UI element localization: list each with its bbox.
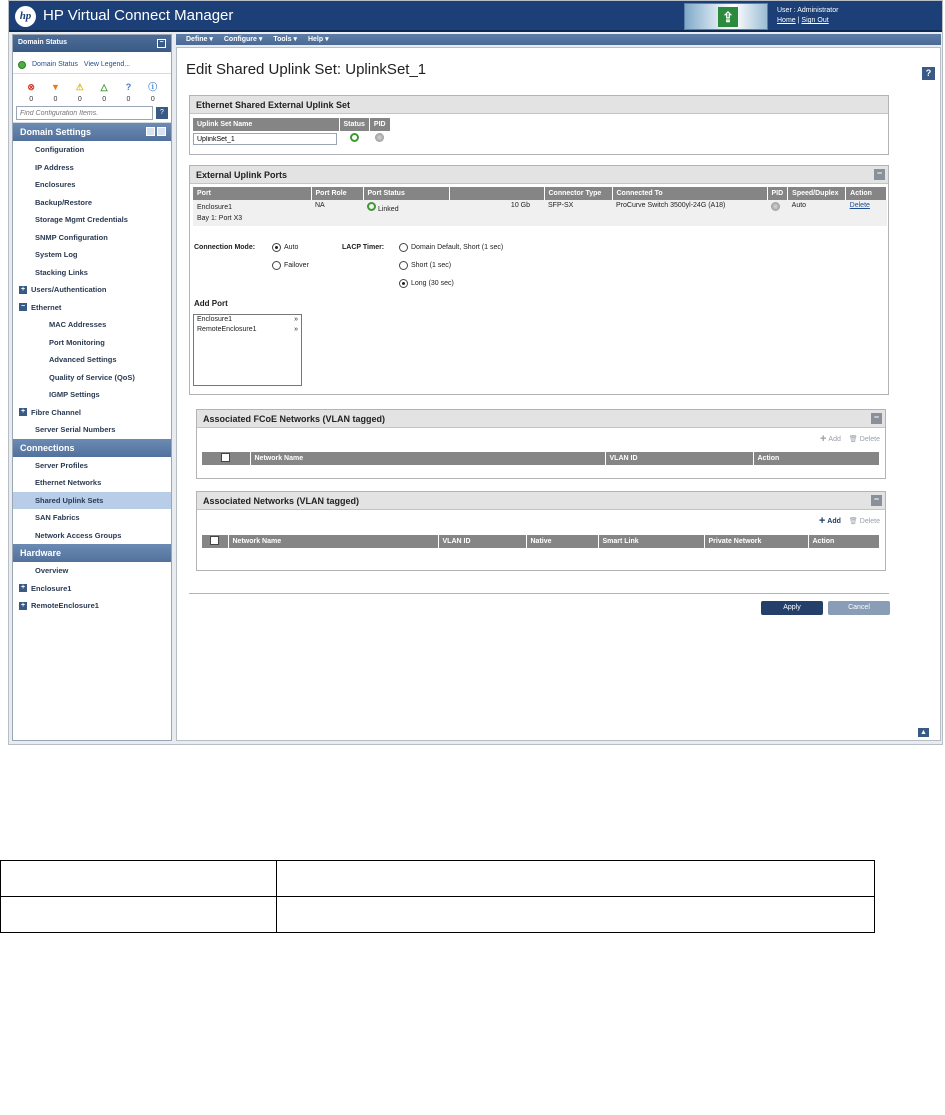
warning-status[interactable] — [95, 82, 113, 104]
fcoe-toolbar — [820, 435, 880, 443]
col-connected-to: Connected To — [612, 187, 767, 200]
info-icon: ⓘ — [148, 82, 158, 92]
trash-icon: 🗑 — [848, 518, 858, 525]
button-label: Add — [827, 517, 841, 525]
port-status: Linked — [377, 206, 399, 213]
domain-status-title: Domain Status — [18, 39, 68, 46]
nav-port-monitoring[interactable]: Port Monitoring — [49, 337, 105, 347]
nav-ethernet[interactable] — [13, 299, 171, 317]
collapse-icon[interactable]: − — [874, 169, 885, 180]
col-action: Action — [846, 187, 887, 200]
nav-storage-mgmt[interactable]: Storage Mgmt Credentials — [35, 215, 128, 224]
nav-backup-restore[interactable]: Backup/Restore — [35, 197, 93, 207]
domain-settings-nav — [13, 141, 171, 439]
user-info — [777, 6, 838, 26]
page-title: Edit Shared Uplink Set: UplinkSet_1 — [186, 61, 427, 78]
sign-out-link[interactable]: Sign Out — [801, 17, 829, 24]
col-vlan-id: VLAN ID — [438, 535, 526, 548]
plus-icon: + — [818, 515, 826, 527]
panel-title-text: External Uplink Ports — [196, 170, 288, 180]
help-icon[interactable]: ? — [156, 107, 168, 119]
button-label: Add — [828, 435, 841, 443]
pid-icon[interactable] — [375, 133, 384, 142]
nav-igmp[interactable]: IGMP Settings — [49, 390, 100, 399]
list-item-label: RemoteEnclosure1 — [197, 326, 257, 333]
nav-ip-address[interactable]: IP Address — [35, 162, 74, 172]
scroll-to-top-icon[interactable]: ▲ — [918, 728, 929, 737]
col-speed-duplex: Speed/Duplex — [788, 187, 846, 200]
menu-tools[interactable]: Tools ▾ — [273, 36, 297, 43]
menu-bar — [176, 34, 941, 45]
collapse-icon[interactable]: − — [871, 413, 882, 424]
uplink-set-table — [193, 118, 391, 147]
button-label: Delete — [859, 435, 880, 443]
document-table — [0, 860, 875, 933]
col-pid: PID — [369, 118, 390, 131]
nav-users-authentication[interactable] — [13, 281, 171, 299]
hardware-nav — [13, 562, 171, 615]
nav-configuration[interactable]: Configuration — [35, 145, 85, 154]
col-private-network: Private Network — [704, 535, 808, 548]
mode-auto-radio[interactable] — [272, 243, 281, 252]
expand-all-icon[interactable] — [146, 127, 155, 136]
apply-button[interactable]: Apply — [761, 601, 823, 615]
select-all-checkbox[interactable] — [210, 536, 219, 545]
linked-status-icon — [367, 202, 376, 211]
table-cell — [1, 861, 277, 897]
ok-status-icon — [18, 61, 26, 69]
warning-count: 0 — [102, 96, 107, 103]
unknown-status[interactable] — [119, 82, 137, 104]
associated-networks-table — [202, 535, 880, 554]
mode-auto-option[interactable] — [272, 243, 298, 252]
pid-icon[interactable] — [771, 202, 780, 211]
lacp-long-label: Long (30 sec) — [411, 280, 454, 288]
connections-nav — [13, 457, 171, 545]
collapse-icon[interactable]: − — [20, 303, 26, 311]
lacp-short-option[interactable] — [399, 261, 451, 270]
col-status: Status — [339, 118, 369, 131]
expand-arrow-icon: » — [294, 316, 298, 323]
associated-networks-title — [197, 492, 885, 510]
nav-san-fabrics[interactable]: SAN Fabrics — [35, 513, 80, 522]
unknown-count: 0 — [126, 96, 131, 103]
networks-toolbar — [819, 517, 880, 525]
header-banner-image — [684, 3, 768, 30]
mode-failover-label: Failover — [284, 262, 309, 270]
nav-enclosures[interactable]: Enclosures — [35, 180, 76, 189]
col-native: Native — [526, 535, 598, 548]
link-separator: | — [797, 17, 800, 24]
info-count: 0 — [150, 96, 155, 103]
menu-configure[interactable]: Configure ▾ — [223, 36, 263, 43]
table-cell — [277, 897, 875, 933]
app-title: HP Virtual Connect Manager — [43, 7, 234, 24]
hardware-header[interactable] — [13, 544, 171, 562]
home-link[interactable]: Home — [777, 17, 796, 24]
connected-to: ProCurve Switch 3500yl-24G (A18) — [616, 202, 726, 209]
find-config-input[interactable] — [16, 106, 153, 120]
add-port-list — [193, 314, 302, 386]
port-bay: Bay 1: Port X3 — [197, 215, 243, 222]
hardware-title: Hardware — [20, 548, 62, 558]
cancel-button[interactable]: Cancel — [828, 601, 890, 615]
col-port-status: Port Status — [363, 187, 449, 200]
panel-title-text: Associated FCoE Networks (VLAN tagged) — [203, 414, 386, 424]
nav-enclosure1[interactable] — [13, 580, 171, 598]
connection-mode-label: Connection Mode: — [194, 244, 256, 251]
nav-label: RemoteEnclosure1 — [31, 601, 99, 610]
list-item-label: Enclosure1 — [197, 316, 233, 323]
col-action: Action — [753, 452, 880, 465]
col-pid: PID — [767, 187, 788, 200]
find-row — [13, 104, 171, 123]
col-action: Action — [808, 535, 880, 548]
table-cell — [277, 861, 875, 897]
uplink-ports-table — [193, 187, 887, 226]
table-cell — [1, 897, 277, 933]
domain-status-links — [13, 52, 171, 74]
nav-shared-uplink-sets[interactable]: Shared Uplink Sets — [13, 492, 171, 510]
domain-settings-header[interactable] — [13, 123, 171, 141]
vcm-window — [8, 0, 943, 745]
nav-qos[interactable]: Quality of Service (QoS) — [49, 372, 135, 382]
add-port-label: Add Port — [194, 299, 228, 308]
app-header — [9, 1, 942, 32]
mode-auto-label: Auto — [284, 244, 299, 252]
expand-arrow-icon: » — [294, 326, 298, 333]
expand-icon[interactable]: + — [20, 584, 26, 592]
view-legend-link[interactable]: View Legend... — [83, 61, 131, 68]
menu-define[interactable]: Define ▾ — [186, 36, 213, 43]
collapse-all-icon[interactable] — [157, 127, 166, 136]
uplink-set-name-input[interactable] — [193, 133, 337, 145]
sidebar — [12, 34, 172, 741]
expand-icon[interactable]: + — [20, 408, 26, 416]
nav-server-profiles[interactable]: Server Profiles — [35, 460, 88, 470]
info-status[interactable] — [144, 82, 162, 104]
status-counts — [13, 74, 171, 104]
col-uplink-set-name: Uplink Set Name — [193, 118, 339, 131]
hp-logo: hp — [15, 6, 36, 27]
port-enclosure: Enclosure1 — [197, 204, 233, 211]
divider — [189, 593, 889, 594]
mode-failover-option[interactable] — [272, 261, 309, 270]
warning-icon: △ — [100, 82, 108, 92]
nav-network-access-groups[interactable]: Network Access Groups — [35, 530, 122, 540]
delete-port-link[interactable]: Delete — [849, 202, 870, 209]
lacp-short-label: Short (1 sec) — [411, 262, 452, 270]
nav-server-serial[interactable]: Server Serial Numbers — [35, 425, 116, 434]
uplink-set-panel-title: Ethernet Shared External Uplink Set — [190, 96, 888, 114]
lacp-long-radio[interactable] — [399, 279, 408, 288]
nav-remote-enclosure1[interactable] — [13, 597, 171, 615]
connector-type: SFP-SX — [548, 202, 574, 209]
nav-label: Users/Authentication — [31, 285, 107, 294]
help-icon[interactable]: ? — [922, 67, 935, 80]
button-label: Delete — [859, 517, 880, 525]
nav-ethernet-networks[interactable]: Ethernet Networks — [35, 478, 102, 487]
col-port: Port — [193, 187, 311, 200]
lacp-default-option[interactable] — [399, 243, 503, 252]
collapse-icon[interactable]: − — [157, 39, 166, 48]
external-uplink-ports-panel — [189, 165, 889, 395]
fcoe-add-button[interactable] — [820, 435, 841, 443]
critical-status[interactable] — [22, 82, 40, 104]
trash-icon: 🗑 — [848, 436, 858, 443]
mode-failover-radio[interactable] — [272, 261, 281, 270]
lacp-default-label: Domain Default, Short (1 sec) — [411, 244, 504, 252]
connections-header[interactable] — [13, 439, 171, 457]
col-connector-type: Connector Type — [544, 187, 612, 200]
port-speed: 10 Gb — [510, 202, 530, 209]
add-port-remote-enclosure1[interactable] — [194, 325, 301, 335]
add-port-enclosure1[interactable] — [194, 315, 301, 325]
menu-help[interactable]: Help ▾ — [307, 36, 329, 43]
port-role: NA — [315, 202, 325, 209]
collapse-icon[interactable]: − — [871, 495, 882, 506]
expand-icon[interactable]: + — [20, 285, 26, 293]
col-smart-link: Smart Link — [598, 535, 704, 548]
col-vlan-id: VLAN ID — [605, 452, 753, 465]
unknown-icon: ? — [125, 82, 132, 92]
speed-duplex: Auto — [791, 202, 807, 209]
domain-status-header — [13, 35, 171, 52]
external-uplink-ports-title — [190, 166, 888, 184]
nav-fibre-channel[interactable] — [13, 404, 171, 422]
critical-count: 0 — [29, 96, 34, 103]
minor-status[interactable] — [71, 82, 89, 104]
fcoe-networks-title — [197, 410, 885, 428]
plus-icon: + — [819, 433, 827, 445]
lacp-timer-label: LACP Timer: — [342, 244, 385, 251]
nav-system-log[interactable]: System Log — [35, 250, 78, 259]
select-all-checkbox[interactable] — [221, 453, 230, 462]
major-count: 0 — [53, 96, 58, 103]
nav-label: Ethernet — [31, 302, 62, 312]
critical-icon: ⊗ — [27, 82, 35, 92]
nav-label: Enclosure1 — [31, 583, 72, 593]
fcoe-delete-button[interactable] — [849, 435, 880, 443]
domain-settings-title: Domain Settings — [20, 127, 92, 137]
col-network-name: Network Name — [228, 535, 438, 548]
status-ok-icon — [350, 133, 359, 142]
domain-status-link[interactable]: Domain Status — [32, 61, 78, 68]
col-speed — [449, 187, 544, 200]
expand-icon[interactable]: + — [20, 601, 26, 609]
lacp-default-radio[interactable] — [399, 243, 408, 252]
nav-snmp[interactable]: SNMP Configuration — [35, 232, 108, 242]
networks-delete-button[interactable] — [849, 517, 880, 525]
lacp-long-option[interactable] — [399, 279, 454, 288]
network-arrow-icon: ⇪ — [718, 7, 738, 27]
lacp-short-radio[interactable] — [399, 261, 408, 270]
fcoe-networks-panel — [196, 409, 886, 479]
nav-stacking-links[interactable]: Stacking Links — [35, 267, 88, 277]
associated-networks-panel — [196, 491, 886, 571]
uplink-set-panel — [189, 95, 889, 155]
col-network-name: Network Name — [250, 452, 605, 465]
nav-mac-addresses[interactable]: MAC Addresses — [49, 320, 107, 329]
minor-count: 0 — [77, 96, 82, 103]
main-content — [176, 47, 941, 741]
connections-title: Connections — [20, 442, 75, 453]
major-icon: ▼ — [51, 82, 60, 92]
col-port-role: Port Role — [311, 187, 363, 200]
fcoe-networks-table — [202, 452, 880, 471]
nav-advanced-settings[interactable]: Advanced Settings — [49, 355, 117, 364]
table-row — [193, 200, 887, 226]
panel-title-text: Associated Networks (VLAN tagged) — [203, 496, 360, 506]
minor-icon: ⚠ — [75, 82, 84, 92]
major-status[interactable] — [46, 82, 64, 104]
nav-overview[interactable]: Overview — [35, 566, 69, 575]
networks-add-button[interactable] — [819, 517, 841, 525]
nav-label: Fibre Channel — [31, 407, 82, 417]
user-label: User : Administrator — [777, 7, 839, 14]
